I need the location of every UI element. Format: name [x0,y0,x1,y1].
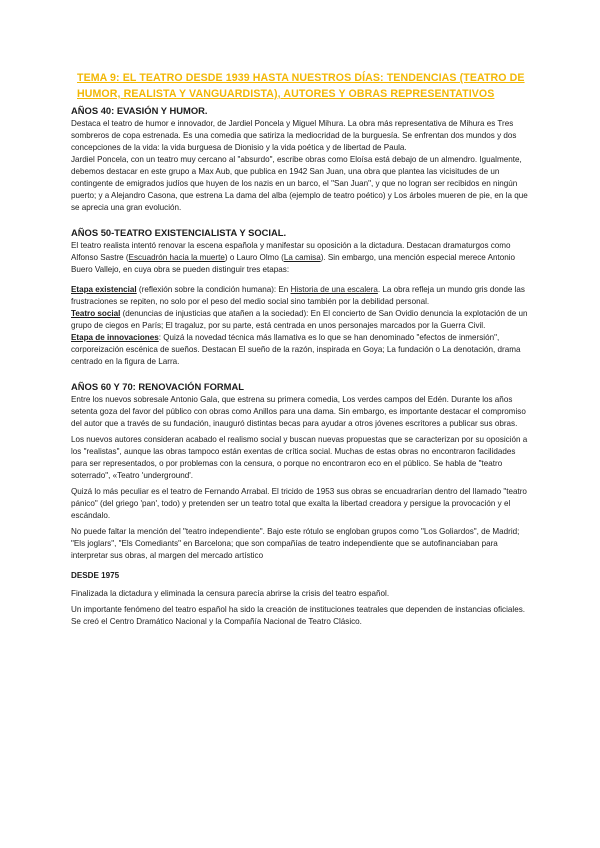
paragraph: Jardiel Poncela, con un teatro muy cercano al "absurdo", escribe obras como Eloísa está debajo de un almendro. Igualmente, debemos destacar en este grupo a Max Aub, que publica en 1942 San Juan, una obra que plantea las vicisitudes de un contingente de emigrados judíos que huyen de los nazis en un barco, el "San Juan", y que no logran ser recibidos en ningún puerto; y a Alejandro Casona, que estrena La dama del alba (ejemplo de teatro poético) y Los árboles mueren de pie, en la que se aprecia una gran evolución. [71,155,528,212]
text-run: El teatro realista intentó renovar la escena española y manifestar su oposición a la dictadura. Destacan dramaturgos como Alfonso Sastre ( [71,241,511,262]
paragraph: Un importante fenómeno del teatro español ha sido la creación de instituciones teatrales que dependen de instancias oficiales. Se creó el Centro Dramático Nacional y la Compañía Nacional de Teatro Clásico. [71,605,525,626]
document-page [71,70,531,628]
work-title-la-camisa: La camisa [283,253,321,262]
paragraph: Finalizada la dictadura y eliminada la censura parecía abrirse la crisis del teatro español. [71,589,390,598]
section-heading-40s: AÑOS 40: EVASIÓN Y HUMOR. [71,105,208,116]
paragraph: No puede faltar la mención del "teatro independiente". Bajo este rótulo se engloban grupos como "Los Goliardos", de Madrid; "Els joglars", "Els Comediants" en Barcelona; que son compañías de teatro independiente que se autofinanciaban para interpretar sus obras, al margen del mercado artístico [71,527,520,560]
document-title: TEMA 9: EL TEATRO DESDE 1939 HASTA NUESTROS DÍAS: TENDENCIAS (TEATRO DE HUMOR, REALISTA Y VANGUARDISTA), AUTORES Y OBRAS REPRESENTATIVOS [77,72,525,100]
paragraph [71,240,531,276]
stage-social [71,308,531,332]
section-heading-60s-70s: AÑOS 60 Y 70: RENOVACIÓN FORMAL [71,381,244,392]
stage-label: Etapa de innovaciones [71,333,159,342]
stage-label: Etapa existencial [71,285,137,294]
paragraph: Los nuevos autores consideran acabado el realismo social y buscan nuevas propuestas que se caracterizan por su oposición a los "realistas", aunque las obras tampoco están exentas de crítica social. Muchas de estas obras no encontraron facilidades para ser representados, o por problemas con la censura, o porque no encontraron eco en el público. Se habla de "teatro soterrado", «Teatro 'underground'. [71,435,528,480]
text-run: . La obra refleja un mundo gris donde las frustraciones se repiten, no solo por el peso del medio social sino también por la debilidad personal. [71,285,525,306]
text-run: ). Sin embargo, una mención especial merece Antonio Buero Vallejo, en cuya obra se pueden distinguir tres etapas: [71,253,516,274]
paragraph: Destaca el teatro de humor e innovador, de Jardiel Poncela y Miguel Mihura. La obra más representativa de Mihura es Tres sombreros de copa estrenada. Es una comedia que satiriza la mediocridad de la burguesía. Se enfrentan dos mundos y dos concepciones de la vida: la vida burguesa de Dionisio y la vida poética y de libertad de Paula. [71,119,517,152]
paragraph: Quizá lo más peculiar es el teatro de Fernando Arrabal. El tricido de 1953 sus obras se encuadrarían dentro del llamado "teatro pánico" (del griego 'pan', todo) y pretenden ser un teatro total que exalta la libertad creadora y persigue la provocación y el escándalo. [71,487,527,520]
paragraph: Entre los nuevos sobresale Antonio Gala, que estrena su primera comedia, Los verdes campos del Edén. Durante los años setenta goza del favor del público con obras como Anillos para una dama. Sin embargo, es importante destacar el compromiso del autor que a través de su fundación, inauguró distintas becas para ayudar a otros jóvenes escritores a publicar sus obras. [71,395,526,428]
section-heading-50s: AÑOS 50-TEATRO EXISTENCIALISTA Y SOCIAL. [71,227,287,238]
section-heading-1975: DESDE 1975 [71,571,120,580]
work-title-escuadron: Escuadrón hacia la muerte [128,253,225,262]
text-run: ) o Lauro Olmo ( [224,253,284,262]
stage-innovaciones [71,332,531,368]
stage-label: Teatro social [71,309,121,318]
text-run: : Quizá la novedad técnica más llamativa es lo que se han denominado "efectos de inmersión", corporeización escénica de sueños. Destacan El sueño de la razón, inspirada en Goya; La fundación o La denotación, drama centrado en la figura de Larra. [71,333,521,366]
text-run: (reflexión sobre la condición humana): En [136,285,291,294]
work-title-historia: Historia de una escalera [290,285,378,294]
text-run: (denuncias de injusticias que atañen a la sociedad): En El concierto de San Ovidio denuncia la explotación de un grupo de ciegos en París; El tragaluz, por su parte, está centrada en unos personajes marcados por la Guerra Civil. [71,309,528,330]
stage-existencial [71,284,531,308]
